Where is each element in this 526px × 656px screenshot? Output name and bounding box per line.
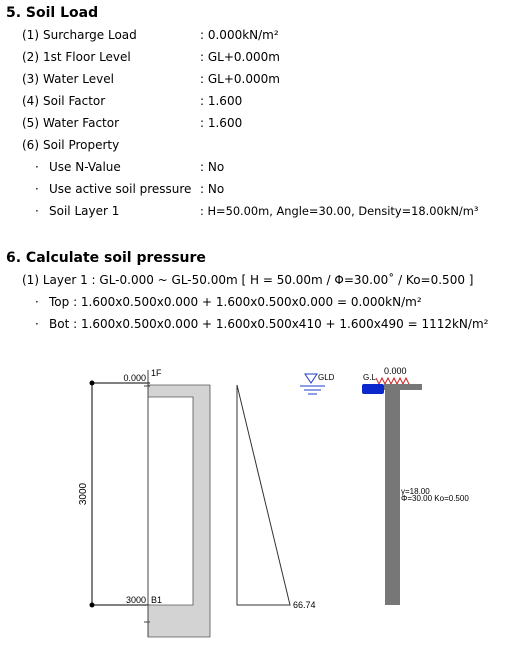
use-active-soil-pressure-label: Use active soil pressure (49, 182, 192, 196)
water-level-value: : GL+0.000m (200, 72, 280, 86)
first-floor-level-label: 1st Floor Level (43, 50, 131, 64)
dimension-tick-bottom (90, 603, 95, 608)
surcharge-value-text: 0.000 (384, 366, 407, 376)
water-factor-value: : 1.600 (200, 116, 243, 130)
bullet: · (35, 182, 39, 196)
ground-level-text: G.L (363, 373, 376, 382)
water-level-text: GLD (318, 373, 335, 382)
surcharge-load-icon (376, 378, 409, 384)
top-floor-text: 1F (151, 368, 162, 378)
bullet: · (35, 160, 39, 174)
soil-column (385, 384, 400, 605)
bot-pressure-calc: Bot : 1.600x0.500x0.000 + 1.600x0.500x410 + 1.600x490 = 1112kN/m² (49, 317, 489, 331)
soil-angle-text: Φ=30.00 Ko=0.500 (401, 494, 469, 503)
bullet: · (35, 317, 39, 331)
surcharge-load-label: Surcharge Load (43, 28, 137, 42)
water-factor-label: Water Factor (43, 116, 120, 130)
water-level-icon (305, 374, 317, 383)
item-5-num: (5) (22, 116, 39, 130)
use-active-soil-pressure-value: : No (200, 182, 225, 196)
dimension-tick-top (90, 381, 95, 386)
item-3-num: (3) (22, 72, 39, 86)
bullet: · (35, 204, 39, 218)
item-2-num: (2) (22, 50, 39, 64)
bottom-level-text: 3000 (125, 595, 146, 605)
section-5-title: 5. Soil Load (6, 5, 99, 21)
bottom-floor-text: B1 (151, 595, 163, 605)
water-block (362, 384, 384, 394)
top-pressure-calc: Top : 1.600x0.500x0.000 + 1.600x0.500x0.000 = 0.000kN/m² (49, 295, 422, 309)
soil-layer-1-value: : H=50.00m, Angle=30.00, Density=18.00kN/m³ (200, 204, 479, 218)
soil-property-label: Soil Property (43, 138, 120, 152)
soil-factor-label: Soil Factor (43, 94, 106, 108)
water-level-label: Water Level (43, 72, 114, 86)
pressure-triangle (237, 385, 290, 605)
soil-density-text: γ=18.00 (401, 487, 430, 496)
surcharge-load-value: : 0.000kN/m² (200, 28, 279, 42)
soil-layer-1-label: Soil Layer 1 (49, 204, 120, 218)
item-1-num: (1) (22, 28, 39, 42)
pressure-value-text: 66.74 (293, 600, 316, 610)
bullet: · (35, 295, 39, 309)
use-n-value-label: Use N-Value (49, 160, 121, 174)
use-n-value-value: : No (200, 160, 225, 174)
dimension-height-text: 3000 (78, 482, 89, 506)
soil-factor-value: : 1.600 (200, 94, 243, 108)
first-floor-level-value: : GL+0.000m (200, 50, 280, 64)
section-6-title: 6. Calculate soil pressure (6, 250, 206, 266)
item-6-num: (6) (22, 138, 39, 152)
item-4-num: (4) (22, 94, 39, 108)
top-level-text: 0.000 (123, 373, 146, 383)
layer-1-range: (1) Layer 1 : GL-0.000 ~ GL-50.00m [ H = 50.00m / Φ=30.00˚ / Ko=0.500 ] (22, 273, 474, 287)
